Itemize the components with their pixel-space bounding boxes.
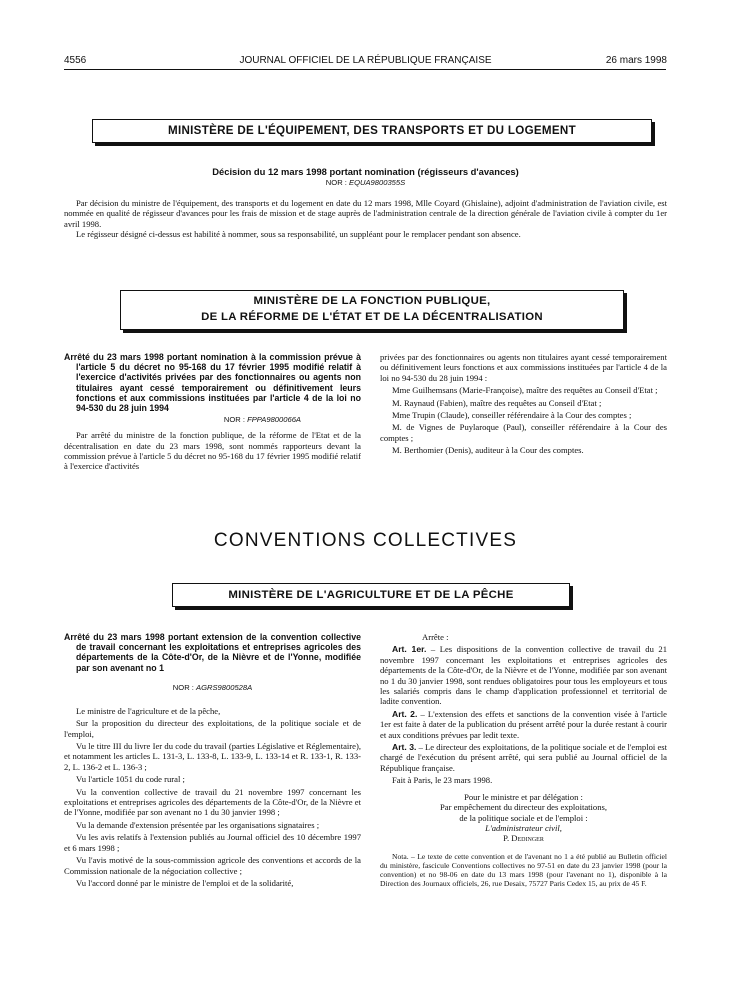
paragraph: Vu la convention collective de travail du 21 novembre 1997 concernant les exploitations et entreprises agricoles des départements de la Côte-d'Or, de la Nièvre et de l'Yonne, modifiée par son avenant no 1 du 30 janvier 1998 ; xyxy=(64,786,361,818)
nor-code: EQUA9800355S xyxy=(349,178,406,187)
article-label: Art. 3. xyxy=(392,742,417,753)
journal-title: JOURNAL OFFICIEL DE LA RÉPUBLIQUE FRANÇAISE xyxy=(239,55,492,66)
page-number: 4556 xyxy=(64,55,87,66)
section2-right-column xyxy=(380,352,667,458)
ministry-line: DE LA RÉFORME DE L'ÉTAT ET DE LA DÉCENTRALISATION xyxy=(201,311,543,323)
paragraph: privées par des fonctionnaires ou agents non titulaires ayant cessé temporairement ou définitivement leurs fonctions et aux commissions instituées par l'article 4 de la loi no 94-530 du 28 juin 1994 : xyxy=(380,352,667,383)
nor-label: NOR : xyxy=(223,415,245,425)
nor-label: NOR : xyxy=(172,682,194,692)
rapporteur-item: M. de Vignes de Puylaroque (Paul), conseiller référendaire à la Cour des comptes ; xyxy=(380,422,667,443)
signatory-name: P. Dedinger xyxy=(503,833,544,844)
nor-label: NOR : xyxy=(325,178,347,187)
signature-line: Par empêchement du directeur des exploitations, xyxy=(439,802,608,813)
paragraph: Vu les avis relatifs à l'extension publiés au Journal officiel des 10 décembre 1997 et 6 mars 1998 ; xyxy=(64,832,361,853)
signature-block xyxy=(380,792,667,844)
rapporteur-item: M. Berthomier (Denis), auditeur à la Cour des comptes. xyxy=(392,445,584,456)
section2-left-column xyxy=(64,352,361,472)
signature-line: de la politique sociale et de l'emploi : xyxy=(459,812,588,823)
nor-line-1 xyxy=(64,178,667,187)
paragraph: Vu l'accord donné par le ministre de l'emploi et de la solidarité, xyxy=(76,877,294,888)
signature-line: L'administrateur civil, xyxy=(485,822,562,833)
nor-line-2 xyxy=(64,415,361,424)
section1-body xyxy=(64,198,667,240)
article-label: Art. 2. xyxy=(392,708,418,719)
issue-date: 26 mars 1998 xyxy=(605,55,667,66)
ministry-line: MINISTÈRE DE LA FONCTION PUBLIQUE, xyxy=(253,295,491,307)
paragraph: Vu l'article 1051 du code rural ; xyxy=(76,774,185,785)
article xyxy=(380,709,667,740)
paragraph: Le régisseur désigné ci-dessus est habilité à nommer, sous sa responsabilité, un suppléant pour le remplacer pendant son absence. xyxy=(76,229,521,240)
article-text: – L'extension des effets et sanctions de la convention visée à l'article 1er est faite à dater de la publication du présent arrêté pour la durée restant à courir et aux conditions prévues par ledit texte. xyxy=(380,708,668,740)
ministry-box-agriculture: MINISTÈRE DE L'AGRICULTURE ET DE LA PÊCHE xyxy=(172,583,570,607)
paragraph: Vu l'avis motivé de la sous-commission agricole des conventions et accords de la Commission nationale de la négociation collective ; xyxy=(64,855,361,876)
signature-line: Pour le ministre et par délégation : xyxy=(464,791,583,802)
article-text: – Les dispositions de la convention collective de travail du 21 novembre 1997 concernant les exploitations et entreprises agricoles des départements de la Côte-d'Or, de la Nièvre et de l'Yonne, modifiée par son avenant no 1 du 30 janvier 1998, sont rendues obligatoires pour tous les employeurs et tous les salariés compris dans le champ d'application professionnel et territorial de ladite convention. xyxy=(380,644,667,707)
paragraph: Par décision du ministre de l'équipement, des transports et du logement en date du 12 mars 1998, Mlle Coyard (Ghislaine), adjoint d'administration de l'aviation civile, est nommée en qualité de régisseur d'avances pour les frais de mission et de stage auprès de l'administration centrale de la direction générale de l'aviation civile à compter du 1er avril 1998. xyxy=(64,198,667,229)
conventions-right-column xyxy=(380,632,667,889)
article xyxy=(380,742,667,773)
article-label: Art. 1er. xyxy=(392,644,427,655)
rapporteur-item: Mme Trupin (Claude), conseiller référendaire à la Cour des comptes ; xyxy=(392,410,632,421)
ministry-box-fonction-publique xyxy=(120,290,624,330)
arrete-title: Arrêté du 23 mars 1998 portant nomination à la commission prévue à l'article 5 du décret no 95-168 du 17 février 1995 modifié relatif à l'exercice d'activités privées par des fonctionnaires ou agents non titulaires ayant cessé temporairement ou définitivement leurs fonctions et aux commissions instituées par l'article 4 de la loi no 94-530 du 28 juin 1994 xyxy=(64,352,361,414)
nor-code: FPPA9800066A xyxy=(247,415,301,425)
nor-line-3 xyxy=(64,683,361,692)
paragraph: Sur la proposition du directeur des exploitations, de la politique sociale et de l'emploi, xyxy=(64,718,361,739)
conventions-left-column xyxy=(64,632,361,890)
arrete-label: Arrête : xyxy=(422,632,449,642)
decision-title: Décision du 12 mars 1998 portant nomination (régisseurs d'avances) xyxy=(212,166,519,177)
rapporteur-item: Mme Guilhemsans (Marie-Françoise), maître des requêtes au Conseil d'Etat ; xyxy=(392,385,658,396)
paragraph: Vu le titre III du livre Ier du code du travail (parties Législative et Réglementaire), et notamment les articles L. 131-3, L. 133-8, L. 133-9, L. 133-14 et R. 133-1, R. 133-2, L. 136-2 et L. 136-3 ; xyxy=(64,741,361,772)
paragraph: Le ministre de l'agriculture et de la pêche, xyxy=(76,705,221,716)
paragraph: Vu la demande d'extension présentée par les organisations signataires ; xyxy=(76,819,320,830)
article xyxy=(380,644,667,706)
header-rule xyxy=(64,69,666,70)
rapporteur-item: M. Raynaud (Fabien), maître des requêtes au Conseil d'Etat ; xyxy=(392,397,602,408)
ministry-box-equipement: MINISTÈRE DE L'ÉQUIPEMENT, DES TRANSPORTS ET DU LOGEMENT xyxy=(92,119,652,143)
nor-code: AGRS9800528A xyxy=(196,682,253,692)
article-text: – Le directeur des exploitations, de la politique sociale et de l'emploi est chargé de l'exécution du présent arrêté, qui sera publié au Journal officiel de la République française. xyxy=(380,742,667,773)
arrete-title: Arrêté du 23 mars 1998 portant extension de la convention collective de travail concernant les exploitations et entreprises agricoles des départements de la Côte-d'Or, de la Nièvre et de l'Yonne, modifiée par son avenant no 1 xyxy=(64,632,361,673)
conventions-heading: CONVENTIONS COLLECTIVES xyxy=(213,530,518,551)
nota-paragraph: Nota. – Le texte de cette convention et de l'avenant no 1 a été publié au Bulletin officiel du ministère, fascicule Conventions collectives no 97-51 en date du 23 janvier 1998 (pour la convention) et no 98-06 en date du 13 mars 1998 (pour l'avenant no 1), disponible à la Direction des Journaux officiels, 26, rue Desaix, 75727 Paris Cedex 15, au prix de 45 F. xyxy=(380,851,667,889)
fait-line: Fait à Paris, le 23 mars 1998. xyxy=(392,775,493,786)
paragraph: Par arrêté du ministre de la fonction publique, de la réforme de l'Etat et de la décentralisation en date du 23 mars 1998, sont nommés rapporteurs devant la commission prévue à l'article 5 du décret no 95-168 du 17 février 1995 modifié relatif à l'exercice d'activités xyxy=(64,430,361,472)
